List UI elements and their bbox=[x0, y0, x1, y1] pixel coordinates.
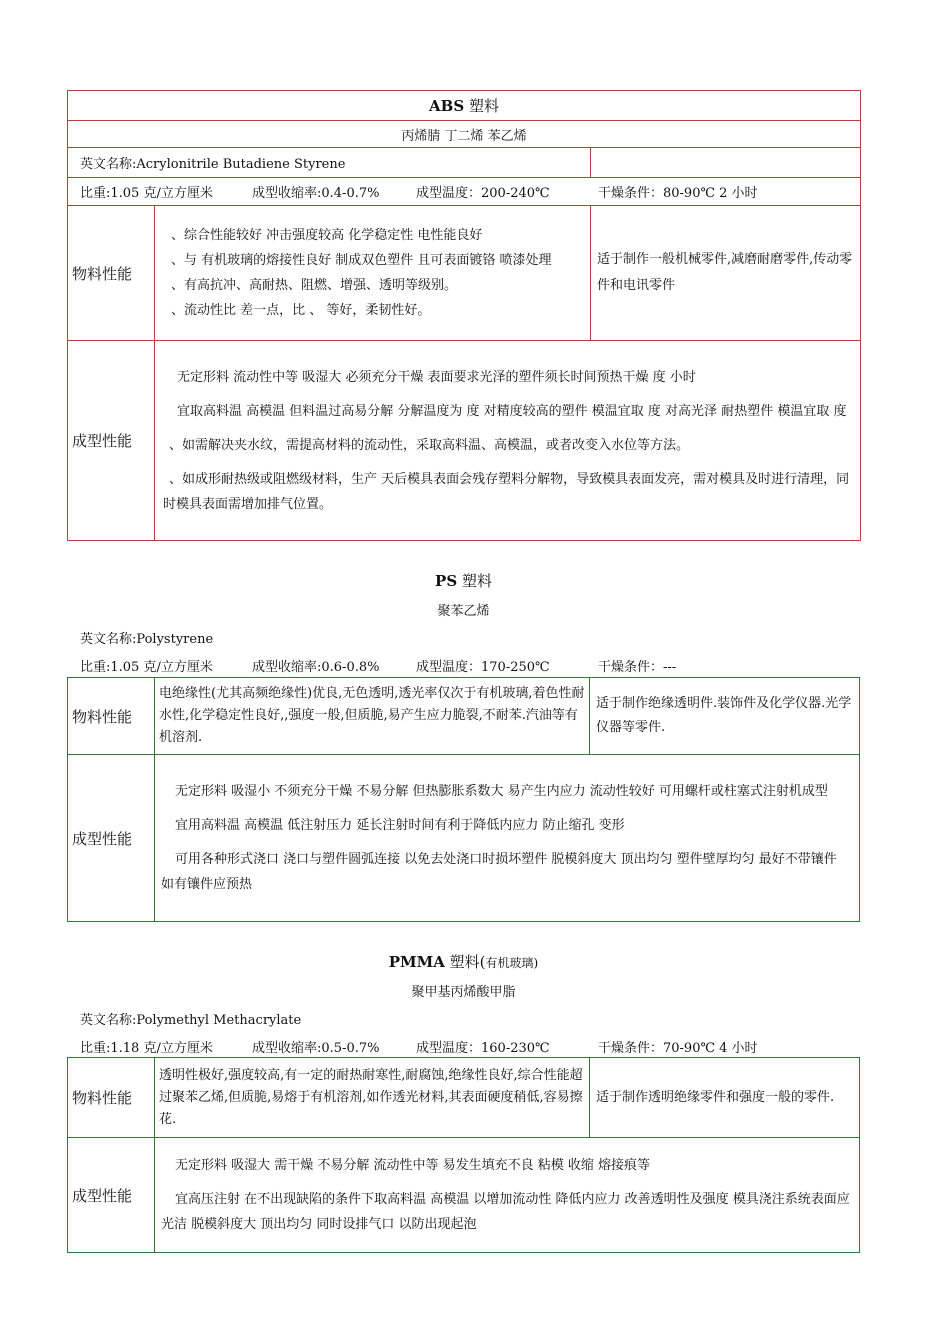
pmma-drying: 干燥条件：70-90℃ 4 小时 bbox=[598, 1041, 758, 1056]
ps-title bbox=[67, 570, 860, 591]
abs-molding-line: 宜取高料温 高模温 但料温过高易分解 分解温度为 度 对精度较高的塑件 模温宜取 度 对高光泽 耐热塑件 模温宜取 度 bbox=[177, 403, 847, 419]
pmma-temperature: 成型温度：160-230℃ bbox=[416, 1041, 550, 1056]
pmma-molding-properties bbox=[155, 1138, 860, 1253]
abs-title-rest: 塑料 bbox=[464, 97, 499, 115]
pmma-title-bold: PMMA bbox=[388, 953, 445, 971]
pmma-molding-label: 成型性能 bbox=[68, 1138, 155, 1253]
ps-molding-label: 成型性能 bbox=[68, 755, 155, 922]
ps-density: 比重:1.05 克/立方厘米 bbox=[80, 660, 213, 675]
abs-spec-row bbox=[68, 178, 861, 206]
ps-spec-row bbox=[80, 656, 676, 675]
pmma-spec-row bbox=[80, 1037, 758, 1056]
ps-material-properties: 电绝缘性(尤其高频绝缘性)优良,无色透明,透光率仅次于有机玻璃,着色性耐水性,化学稳定性良好,,强度一般,但质脆,易产生应力脆裂,不耐苯.汽油等有机溶剂. bbox=[155, 678, 590, 755]
ps-english-name: 英文名称:Polystyrene bbox=[80, 632, 214, 647]
ps-title-bold: PS bbox=[435, 572, 458, 590]
ps-molding-properties bbox=[155, 755, 860, 922]
ps-application: 适于制作绝缘透明件.装饰件及化学仪器.光学仪器等零件. bbox=[590, 678, 860, 755]
pmma-title-rest: 塑料( bbox=[444, 953, 486, 971]
abs-english-name: 英文名称:Acrylonitrile Butadiene Styrene bbox=[68, 148, 591, 178]
abs-molding-line: 无定形料 流动性中等 吸湿大 必须充分干燥 表面要求光泽的塑件须长时间预热干燥 度 小时 bbox=[177, 369, 696, 385]
ps-material-label: 物料性能 bbox=[68, 678, 155, 755]
pmma-material-properties: 透明性极好,强度较高,有一定的耐热耐寒性,耐腐蚀,绝缘性良好,综合性能超过聚苯乙烯,但质脆,易熔于有机溶剂,如作透光材料,其表面硬度稍低,容易擦花. bbox=[155, 1058, 590, 1138]
ps-temperature: 成型温度：170-250℃ bbox=[416, 660, 550, 675]
ps-subtitle: 聚苯乙烯 bbox=[437, 604, 490, 619]
abs-title bbox=[68, 91, 861, 121]
abs-subtitle: 丙烯腈 丁二烯 苯乙烯 bbox=[68, 121, 861, 148]
abs-shrinkage: 成型收缩率:0.4-0.7% bbox=[252, 186, 380, 201]
pmma-spec-table bbox=[67, 1057, 860, 1253]
pmma-subtitle: 聚甲基丙烯酸甲脂 bbox=[411, 985, 516, 1000]
abs-molding-properties bbox=[155, 341, 861, 541]
abs-drying: 干燥条件：80-90℃ 2 小时 bbox=[598, 186, 758, 201]
ps-shrinkage: 成型收缩率:0.6-0.8% bbox=[252, 660, 380, 675]
abs-molding-line: 、如需解决夹水纹，需提高材料的流动性，采取高料温、高模温，或者改变入水位等方法。 bbox=[169, 437, 690, 453]
abs-material-line: 、与 有机玻璃的熔接性良好 制成双色塑件 且可表面镀铬 喷漆处理 bbox=[171, 253, 552, 268]
abs-material-properties bbox=[155, 206, 591, 341]
pmma-english-name: 英文名称:Polymethyl Methacrylate bbox=[80, 1013, 302, 1028]
abs-title-bold: ABS bbox=[429, 97, 465, 115]
pmma-density: 比重:1.18 克/立方厘米 bbox=[80, 1041, 213, 1056]
ps-molding-line: 无定形料 吸湿小 不须充分干燥 不易分解 但热膨胀系数大 易产生内应力 流动性较好 可用螺杆或柱塞式注射机成型 bbox=[175, 784, 828, 799]
abs-temperature: 成型温度：200-240℃ bbox=[416, 186, 550, 201]
ps-molding-line: 宜用高料温 高模温 低注射压力 延长注射时间有利于降低内应力 防止缩孔 变形 bbox=[175, 818, 625, 833]
abs-material-label: 物料性能 bbox=[68, 206, 155, 341]
ps-title-rest: 塑料 bbox=[457, 572, 492, 590]
pmma-molding-line: 宜高压注射 在不出现缺陷的条件下取高料温 高模温 以增加流动性 降低内应力 改善透明性及强度 模具浇注系统表面应光洁 脱模斜度大 顶出均匀 同时设排气口 以防出现起泡 bbox=[161, 1192, 850, 1232]
abs-material-line: 、综合性能较好 冲击强度较高 化学稳定性 电性能良好 bbox=[171, 228, 483, 243]
pmma-material-label: 物料性能 bbox=[68, 1058, 155, 1138]
ps-molding-line: 可用各种形式浇口 浇口与塑件圆弧连接 以免去处浇口时损坏塑件 脱模斜度大 顶出均匀 塑件壁厚均匀 最好不带镶件 如有镶件应预热 bbox=[161, 852, 837, 892]
abs-material-line: 、有高抗冲、高耐热、阻燃、增强、透明等级别。 bbox=[171, 278, 458, 293]
abs-material-line: 、流动性比 差一点，比 、 等好，柔韧性好。 bbox=[171, 303, 431, 318]
ps-spec-table bbox=[67, 677, 860, 922]
abs-molding-line: 、如成形耐热级或阻燃级材料，生产 天后模具表面会残存塑料分解物，导致模具表面发亮，需对模具及时进行清理，同时模具表面需增加排气位置。 bbox=[163, 471, 850, 512]
pmma-title bbox=[67, 951, 860, 972]
abs-spec-table bbox=[67, 90, 861, 541]
abs-english-name-empty bbox=[591, 148, 861, 178]
pmma-molding-line: 无定形料 吸湿大 需干燥 不易分解 流动性中等 易发生填充不良 粘模 收缩 熔接痕等 bbox=[175, 1158, 651, 1173]
abs-density: 比重:1.05 克/立方厘米 bbox=[80, 186, 213, 201]
pmma-shrinkage: 成型收缩率:0.5-0.7% bbox=[252, 1041, 380, 1056]
abs-molding-label: 成型性能 bbox=[68, 341, 155, 541]
pmma-title-small: 有机玻璃) bbox=[485, 956, 539, 970]
ps-drying: 干燥条件：--- bbox=[598, 660, 677, 675]
pmma-application: 适于制作透明绝缘零件和强度一般的零件. bbox=[590, 1058, 860, 1138]
abs-application: 适于制作一般机械零件,减磨耐磨零件,传动零件和电讯零件 bbox=[591, 206, 861, 341]
